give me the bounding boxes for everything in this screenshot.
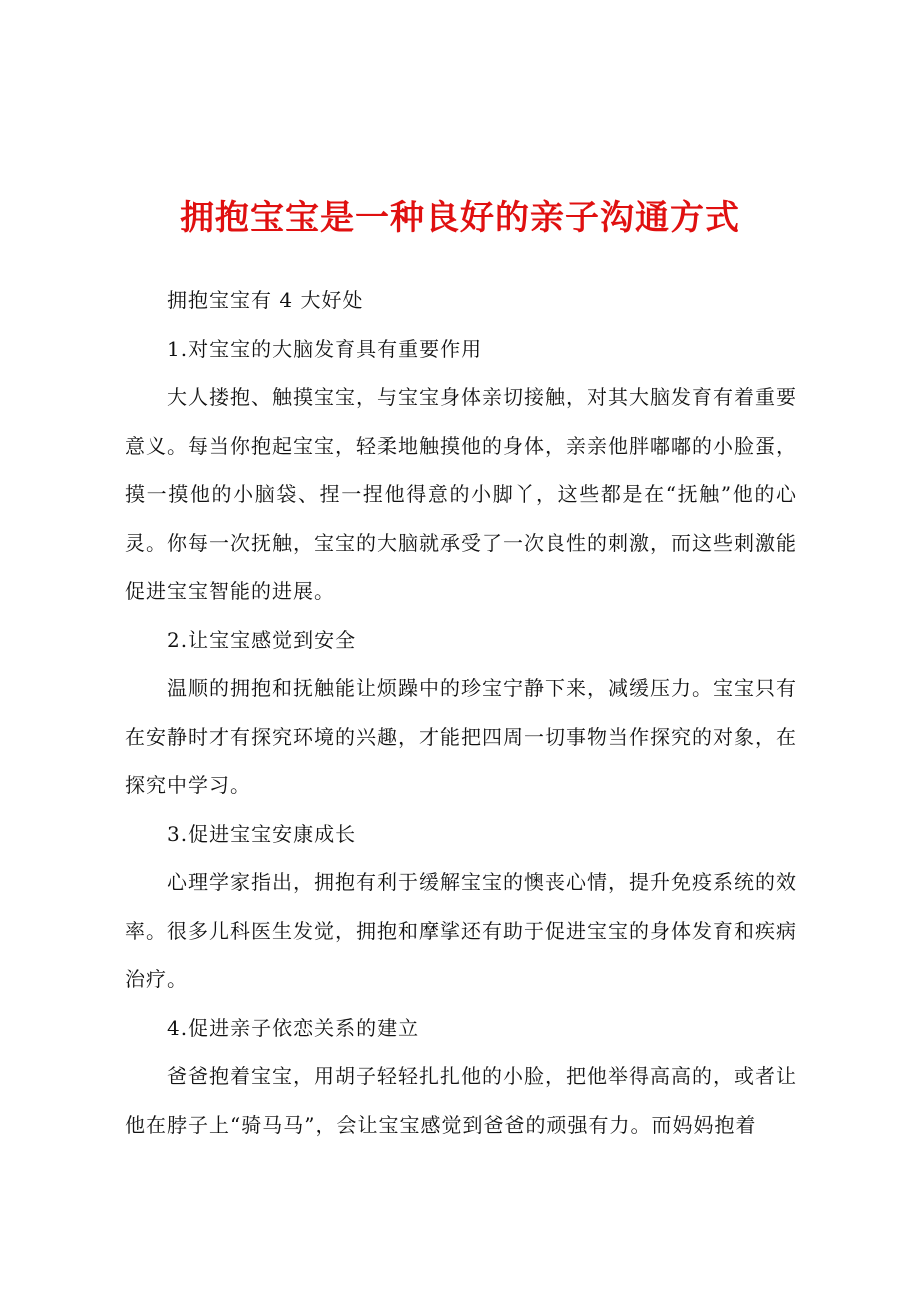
document-title: 拥抱宝宝是一种良好的亲子沟通方式	[180, 198, 740, 238]
paragraph-intro: 拥抱宝宝有 4 大好处	[167, 288, 364, 312]
section-heading-2: 2.让宝宝感觉到安全	[167, 627, 357, 652]
section-heading-4: 4.促进亲子依恋关系的建立	[167, 1015, 420, 1040]
section-heading-3: 3.促进宝宝安康成长	[167, 821, 357, 846]
document-body	[125, 276, 797, 1149]
paragraph-section-2: 温顺的拥抱和抚触能让烦躁中的珍宝宁静下来，减缓压力。宝宝只有在安静时才有探究环境的兴趣，才能把四周一切事物当作探究的对象，在探究中学习。	[125, 676, 797, 797]
section-heading-1: 1.对宝宝的大脑发育具有重要作用	[167, 336, 483, 361]
paragraph-section-4: 爸爸抱着宝宝，用胡子轻轻扎扎他的小脸，把他举得高高的，或者让他在脖子上“骑马马”，会让宝宝感觉到爸爸的顽强有力。而妈妈抱着	[125, 1064, 797, 1137]
paragraph-section-1: 大人搂抱、触摸宝宝，与宝宝身体亲切接触，对其大脑发育有着重要意义。每当你抱起宝宝，轻柔地触摸他的身体，亲亲他胖嘟嘟的小脸蛋，摸一摸他的小脑袋、捏一捏他得意的小脚丫，这些都是在“抚触”他的心灵。你每一次抚触，宝宝的大脑就承受了一次良性的刺激，而这些刺激能促进宝宝智能的进展。	[125, 385, 797, 603]
paragraph-section-3: 心理学家指出，拥抱有利于缓解宝宝的懊丧心情，提升免疫系统的效率。很多儿科医生发觉，拥抱和摩挲还有助于促进宝宝的身体发育和疾病治疗。	[125, 870, 797, 991]
